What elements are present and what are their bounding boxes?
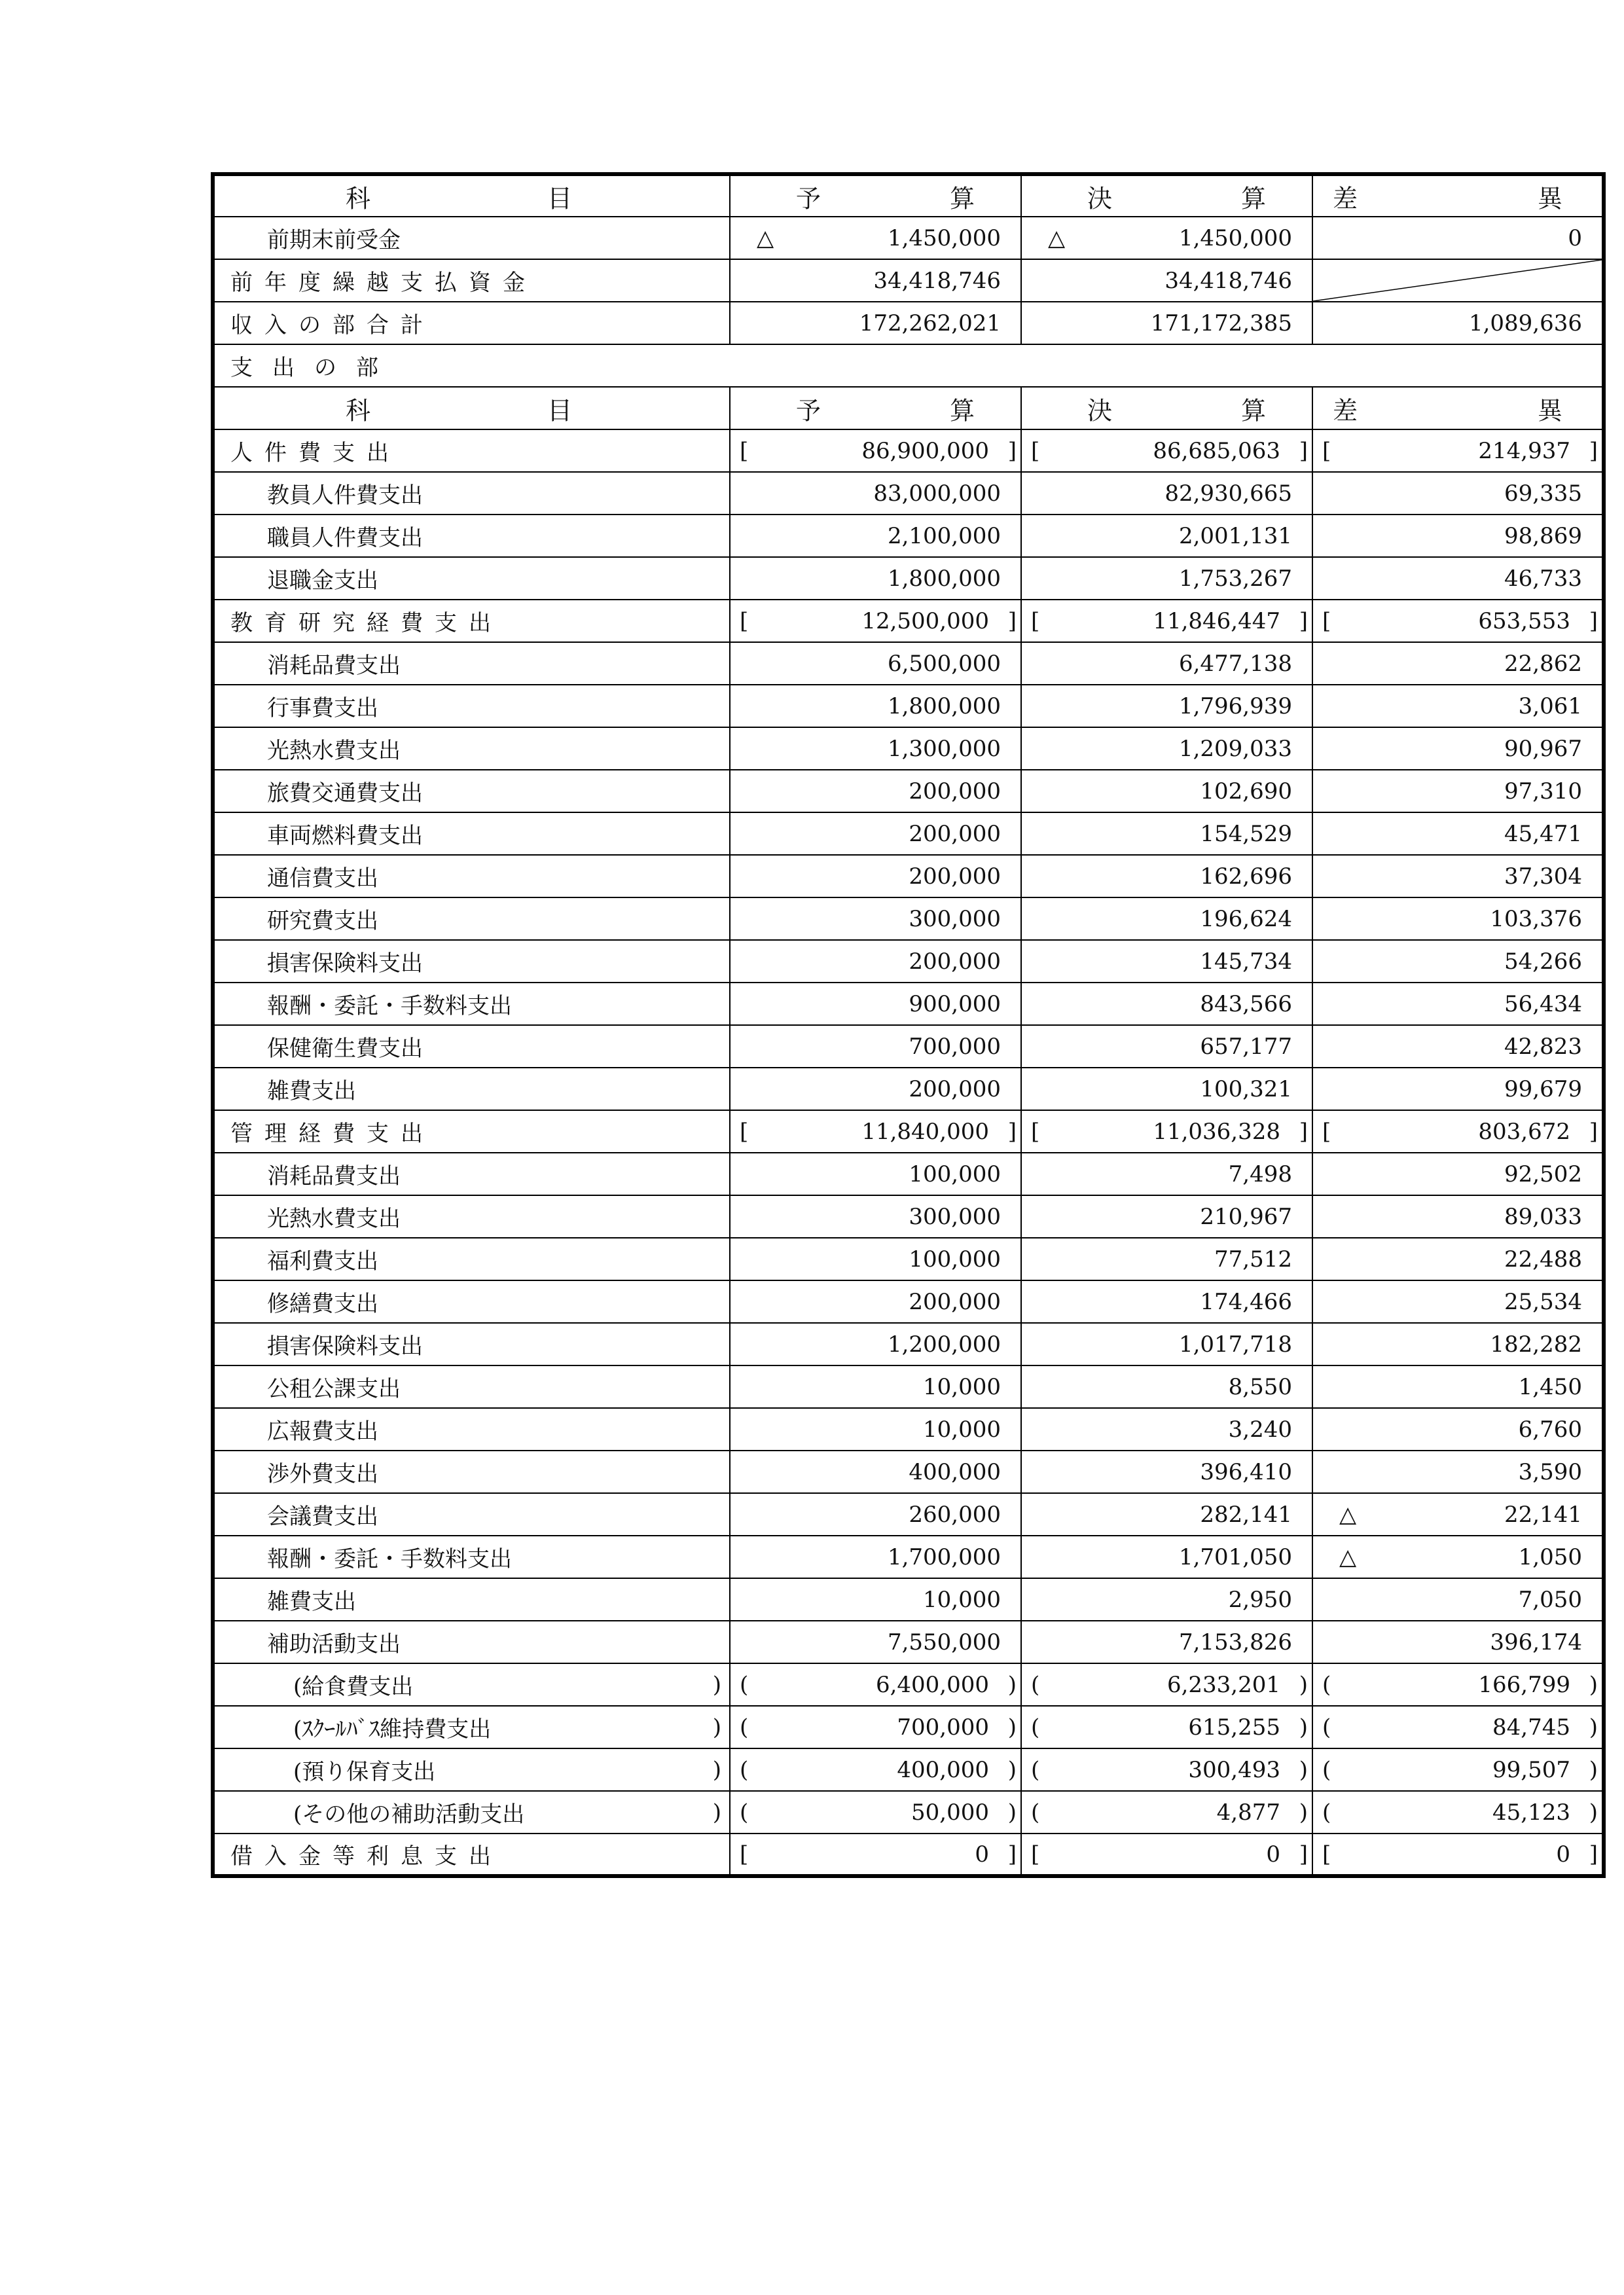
difference-cell: 103,376 <box>1312 897 1604 940</box>
difference-cell: 90,967 <box>1312 727 1604 770</box>
difference-cell: 22,862 <box>1312 642 1604 685</box>
difference-cell: ( 166,799 ) <box>1312 1663 1604 1706</box>
table-row <box>213 770 1604 812</box>
row-label: 教員人件費支出 <box>213 472 730 515</box>
budget-cell: 200,000 <box>730 770 1021 812</box>
table-row <box>213 1621 1604 1663</box>
table-row <box>213 1408 1604 1451</box>
header-row <box>213 174 1604 217</box>
actual-cell: 102,690 <box>1021 770 1312 812</box>
row-label: 退職金支出 <box>213 557 730 600</box>
budget-cell: 7,550,000 <box>730 1621 1021 1663</box>
row-label: 管理経費支出 <box>213 1110 730 1153</box>
budget-cell: 400,000 <box>730 1451 1021 1493</box>
budget-cell: 10,000 <box>730 1408 1021 1451</box>
row-label: (ｽｸｰﾙﾊﾞｽ維持費支出 ) <box>213 1706 730 1748</box>
row-label: 雑費支出 <box>213 1578 730 1621</box>
header-subject: 科 目 <box>213 174 730 217</box>
row-label: 報酬・委託・手数料支出 <box>213 1536 730 1578</box>
difference-cell: △ 22,141 <box>1312 1493 1604 1536</box>
table-row <box>213 940 1604 983</box>
actual-cell: 210,967 <box>1021 1195 1312 1238</box>
table-row <box>213 1068 1604 1110</box>
difference-cell: 99,679 <box>1312 1068 1604 1110</box>
section-title-row <box>213 344 1604 387</box>
budget-cell: ( 400,000 ) <box>730 1748 1021 1791</box>
actual-cell: 7,153,826 <box>1021 1621 1312 1663</box>
budget-cell: 1,800,000 <box>730 685 1021 727</box>
table-row <box>213 1195 1604 1238</box>
table-row <box>213 1025 1604 1068</box>
budget-cell: 260,000 <box>730 1493 1021 1536</box>
budget-cell: ( 50,000 ) <box>730 1791 1021 1834</box>
budget-cell: 200,000 <box>730 1280 1021 1323</box>
row-label: 損害保険料支出 <box>213 1323 730 1365</box>
actual-cell: 3,240 <box>1021 1408 1312 1451</box>
budget-cell: 1,700,000 <box>730 1536 1021 1578</box>
budget-cell: 172,262,021 <box>730 302 1021 344</box>
header-subject: 科 目 <box>213 387 730 429</box>
row-label: 報酬・委託・手数料支出 <box>213 983 730 1025</box>
actual-cell: [ 86,685,063 ] <box>1021 429 1312 472</box>
table-row <box>213 1578 1604 1621</box>
actual-cell: 2,001,131 <box>1021 515 1312 557</box>
table-row <box>213 1110 1604 1153</box>
difference-cell: 97,310 <box>1312 770 1604 812</box>
row-label: 消耗品費支出 <box>213 642 730 685</box>
row-label: 保健衛生費支出 <box>213 1025 730 1068</box>
actual-cell: [ 0 ] <box>1021 1834 1312 1876</box>
row-label: 会議費支出 <box>213 1493 730 1536</box>
difference-cell: 22,488 <box>1312 1238 1604 1280</box>
row-label: 光熱水費支出 <box>213 727 730 770</box>
difference-cell: 92,502 <box>1312 1153 1604 1195</box>
table-row <box>213 727 1604 770</box>
budget-cell: 900,000 <box>730 983 1021 1025</box>
row-label: 福利費支出 <box>213 1238 730 1280</box>
difference-cell: 3,061 <box>1312 685 1604 727</box>
actual-cell: 34,418,746 <box>1021 259 1312 302</box>
budget-cell: 200,000 <box>730 812 1021 855</box>
actual-cell: 657,177 <box>1021 1025 1312 1068</box>
actual-cell: △ 1,450,000 <box>1021 217 1312 259</box>
budget-cell: [ 0 ] <box>730 1834 1021 1876</box>
difference-cell: [ 214,937 ] <box>1312 429 1604 472</box>
budget-cell: [ 86,900,000 ] <box>730 429 1021 472</box>
budget-cell: 100,000 <box>730 1238 1021 1280</box>
table-row <box>213 1238 1604 1280</box>
actual-cell: 1,209,033 <box>1021 727 1312 770</box>
difference-cell: 1,450 <box>1312 1365 1604 1408</box>
budget-cell: △ 1,450,000 <box>730 217 1021 259</box>
difference-cell: 89,033 <box>1312 1195 1604 1238</box>
table-row <box>213 600 1604 642</box>
actual-cell: 82,930,665 <box>1021 472 1312 515</box>
row-label: 旅費交通費支出 <box>213 770 730 812</box>
header-difference: 差 異 <box>1312 174 1604 217</box>
row-label: 通信費支出 <box>213 855 730 897</box>
budget-cell: 10,000 <box>730 1578 1021 1621</box>
row-label: 損害保険料支出 <box>213 940 730 983</box>
table-row <box>213 472 1604 515</box>
row-label: 収入の部合計 <box>213 302 730 344</box>
actual-cell: 174,466 <box>1021 1280 1312 1323</box>
actual-cell: 145,734 <box>1021 940 1312 983</box>
actual-cell: 6,477,138 <box>1021 642 1312 685</box>
row-label: 人件費支出 <box>213 429 730 472</box>
table-row <box>213 1536 1604 1578</box>
actual-cell: 1,753,267 <box>1021 557 1312 600</box>
budget-cell: 200,000 <box>730 1068 1021 1110</box>
header-budget: 予 算 <box>730 387 1021 429</box>
table-row <box>213 1153 1604 1195</box>
budget-cell: 200,000 <box>730 855 1021 897</box>
row-label: 前期末前受金 <box>213 217 730 259</box>
difference-cell: ( 99,507 ) <box>1312 1748 1604 1791</box>
actual-cell: 100,321 <box>1021 1068 1312 1110</box>
actual-cell: ( 4,877 ) <box>1021 1791 1312 1834</box>
table-row <box>213 1748 1604 1791</box>
diagonal-slash-cell <box>1312 259 1604 302</box>
table-row <box>213 983 1604 1025</box>
difference-cell: 25,534 <box>1312 1280 1604 1323</box>
row-label: 公租公課支出 <box>213 1365 730 1408</box>
row-label: (その他の補助活動支出 ) <box>213 1791 730 1834</box>
table-row <box>213 1365 1604 1408</box>
row-label: 渉外費支出 <box>213 1451 730 1493</box>
row-label: 行事費支出 <box>213 685 730 727</box>
difference-cell: 0 <box>1312 217 1604 259</box>
budget-cell: 83,000,000 <box>730 472 1021 515</box>
actual-cell: ( 300,493 ) <box>1021 1748 1312 1791</box>
actual-cell: [ 11,036,328 ] <box>1021 1110 1312 1153</box>
actual-cell: 8,550 <box>1021 1365 1312 1408</box>
budget-cell: 34,418,746 <box>730 259 1021 302</box>
table-row <box>213 217 1604 259</box>
table-row <box>213 1280 1604 1323</box>
budget-cell: 300,000 <box>730 897 1021 940</box>
row-label: 借入金等利息支出 <box>213 1834 730 1876</box>
difference-cell: ( 84,745 ) <box>1312 1706 1604 1748</box>
header-actual: 決 算 <box>1021 174 1312 217</box>
table-row <box>213 515 1604 557</box>
table-row <box>213 642 1604 685</box>
table-row <box>213 1706 1604 1748</box>
table-row <box>213 557 1604 600</box>
row-label: 前年度繰越支払資金 <box>213 259 730 302</box>
difference-cell: ( 45,123 ) <box>1312 1791 1604 1834</box>
actual-cell: ( 6,233,201 ) <box>1021 1663 1312 1706</box>
section-title: 支出の部 <box>213 344 1604 387</box>
budget-cell: 2,100,000 <box>730 515 1021 557</box>
actual-cell: 171,172,385 <box>1021 302 1312 344</box>
difference-cell: 1,089,636 <box>1312 302 1604 344</box>
actual-cell: 1,796,939 <box>1021 685 1312 727</box>
difference-cell: 42,823 <box>1312 1025 1604 1068</box>
difference-cell: 69,335 <box>1312 472 1604 515</box>
difference-cell: 396,174 <box>1312 1621 1604 1663</box>
budget-cell: 1,300,000 <box>730 727 1021 770</box>
table-row <box>213 1663 1604 1706</box>
table-row <box>213 855 1604 897</box>
difference-cell: [ 803,672 ] <box>1312 1110 1604 1153</box>
actual-cell: 7,498 <box>1021 1153 1312 1195</box>
table-row <box>213 685 1604 727</box>
budget-cell: 1,200,000 <box>730 1323 1021 1365</box>
difference-cell: [ 653,553 ] <box>1312 600 1604 642</box>
table-row <box>213 259 1604 302</box>
budget-cell: 700,000 <box>730 1025 1021 1068</box>
row-label: 車両燃料費支出 <box>213 812 730 855</box>
difference-cell: 98,869 <box>1312 515 1604 557</box>
budget-cell: 6,500,000 <box>730 642 1021 685</box>
table-row <box>213 302 1604 344</box>
actual-cell: ( 615,255 ) <box>1021 1706 1312 1748</box>
actual-cell: 843,566 <box>1021 983 1312 1025</box>
actual-cell: 396,410 <box>1021 1451 1312 1493</box>
table-row <box>213 812 1604 855</box>
row-label: 広報費支出 <box>213 1408 730 1451</box>
difference-cell: △ 1,050 <box>1312 1536 1604 1578</box>
table-row <box>213 897 1604 940</box>
budget-cell: [ 11,840,000 ] <box>730 1110 1021 1153</box>
budget-cell: ( 6,400,000 ) <box>730 1663 1021 1706</box>
table-row <box>213 429 1604 472</box>
table-row <box>213 1791 1604 1834</box>
budget-cell: 100,000 <box>730 1153 1021 1195</box>
budget-cell: ( 700,000 ) <box>730 1706 1021 1748</box>
actual-cell: 77,512 <box>1021 1238 1312 1280</box>
actual-cell: 162,696 <box>1021 855 1312 897</box>
budget-cell: 200,000 <box>730 940 1021 983</box>
difference-cell: 46,733 <box>1312 557 1604 600</box>
table-row <box>213 1493 1604 1536</box>
header-actual: 決 算 <box>1021 387 1312 429</box>
row-label: 消耗品費支出 <box>213 1153 730 1195</box>
difference-cell: 45,471 <box>1312 812 1604 855</box>
difference-cell: 54,266 <box>1312 940 1604 983</box>
row-label: 職員人件費支出 <box>213 515 730 557</box>
row-label: (預り保育支出 ) <box>213 1748 730 1791</box>
table-row <box>213 1834 1604 1876</box>
row-label: 修繕費支出 <box>213 1280 730 1323</box>
difference-cell: 3,590 <box>1312 1451 1604 1493</box>
difference-cell: 7,050 <box>1312 1578 1604 1621</box>
actual-cell: 282,141 <box>1021 1493 1312 1536</box>
budget-cell: 10,000 <box>730 1365 1021 1408</box>
budget-table <box>211 172 1606 1878</box>
header-budget: 予 算 <box>730 174 1021 217</box>
row-label: 教育研究経費支出 <box>213 600 730 642</box>
row-label: 雑費支出 <box>213 1068 730 1110</box>
difference-cell: 37,304 <box>1312 855 1604 897</box>
actual-cell: 154,529 <box>1021 812 1312 855</box>
actual-cell: [ 11,846,447 ] <box>1021 600 1312 642</box>
budget-cell: 300,000 <box>730 1195 1021 1238</box>
budget-cell: [ 12,500,000 ] <box>730 600 1021 642</box>
row-label: 光熱水費支出 <box>213 1195 730 1238</box>
row-label: 補助活動支出 <box>213 1621 730 1663</box>
row-label: (給食費支出 ) <box>213 1663 730 1706</box>
table-row <box>213 1451 1604 1493</box>
row-label: 研究費支出 <box>213 897 730 940</box>
actual-cell: 196,624 <box>1021 897 1312 940</box>
actual-cell: 2,950 <box>1021 1578 1312 1621</box>
difference-cell: 56,434 <box>1312 983 1604 1025</box>
difference-cell: 182,282 <box>1312 1323 1604 1365</box>
table-row <box>213 1323 1604 1365</box>
header-difference: 差 異 <box>1312 387 1604 429</box>
budget-cell: 1,800,000 <box>730 557 1021 600</box>
header-row <box>213 387 1604 429</box>
actual-cell: 1,701,050 <box>1021 1536 1312 1578</box>
difference-cell: [ 0 ] <box>1312 1834 1604 1876</box>
actual-cell: 1,017,718 <box>1021 1323 1312 1365</box>
difference-cell: 6,760 <box>1312 1408 1604 1451</box>
